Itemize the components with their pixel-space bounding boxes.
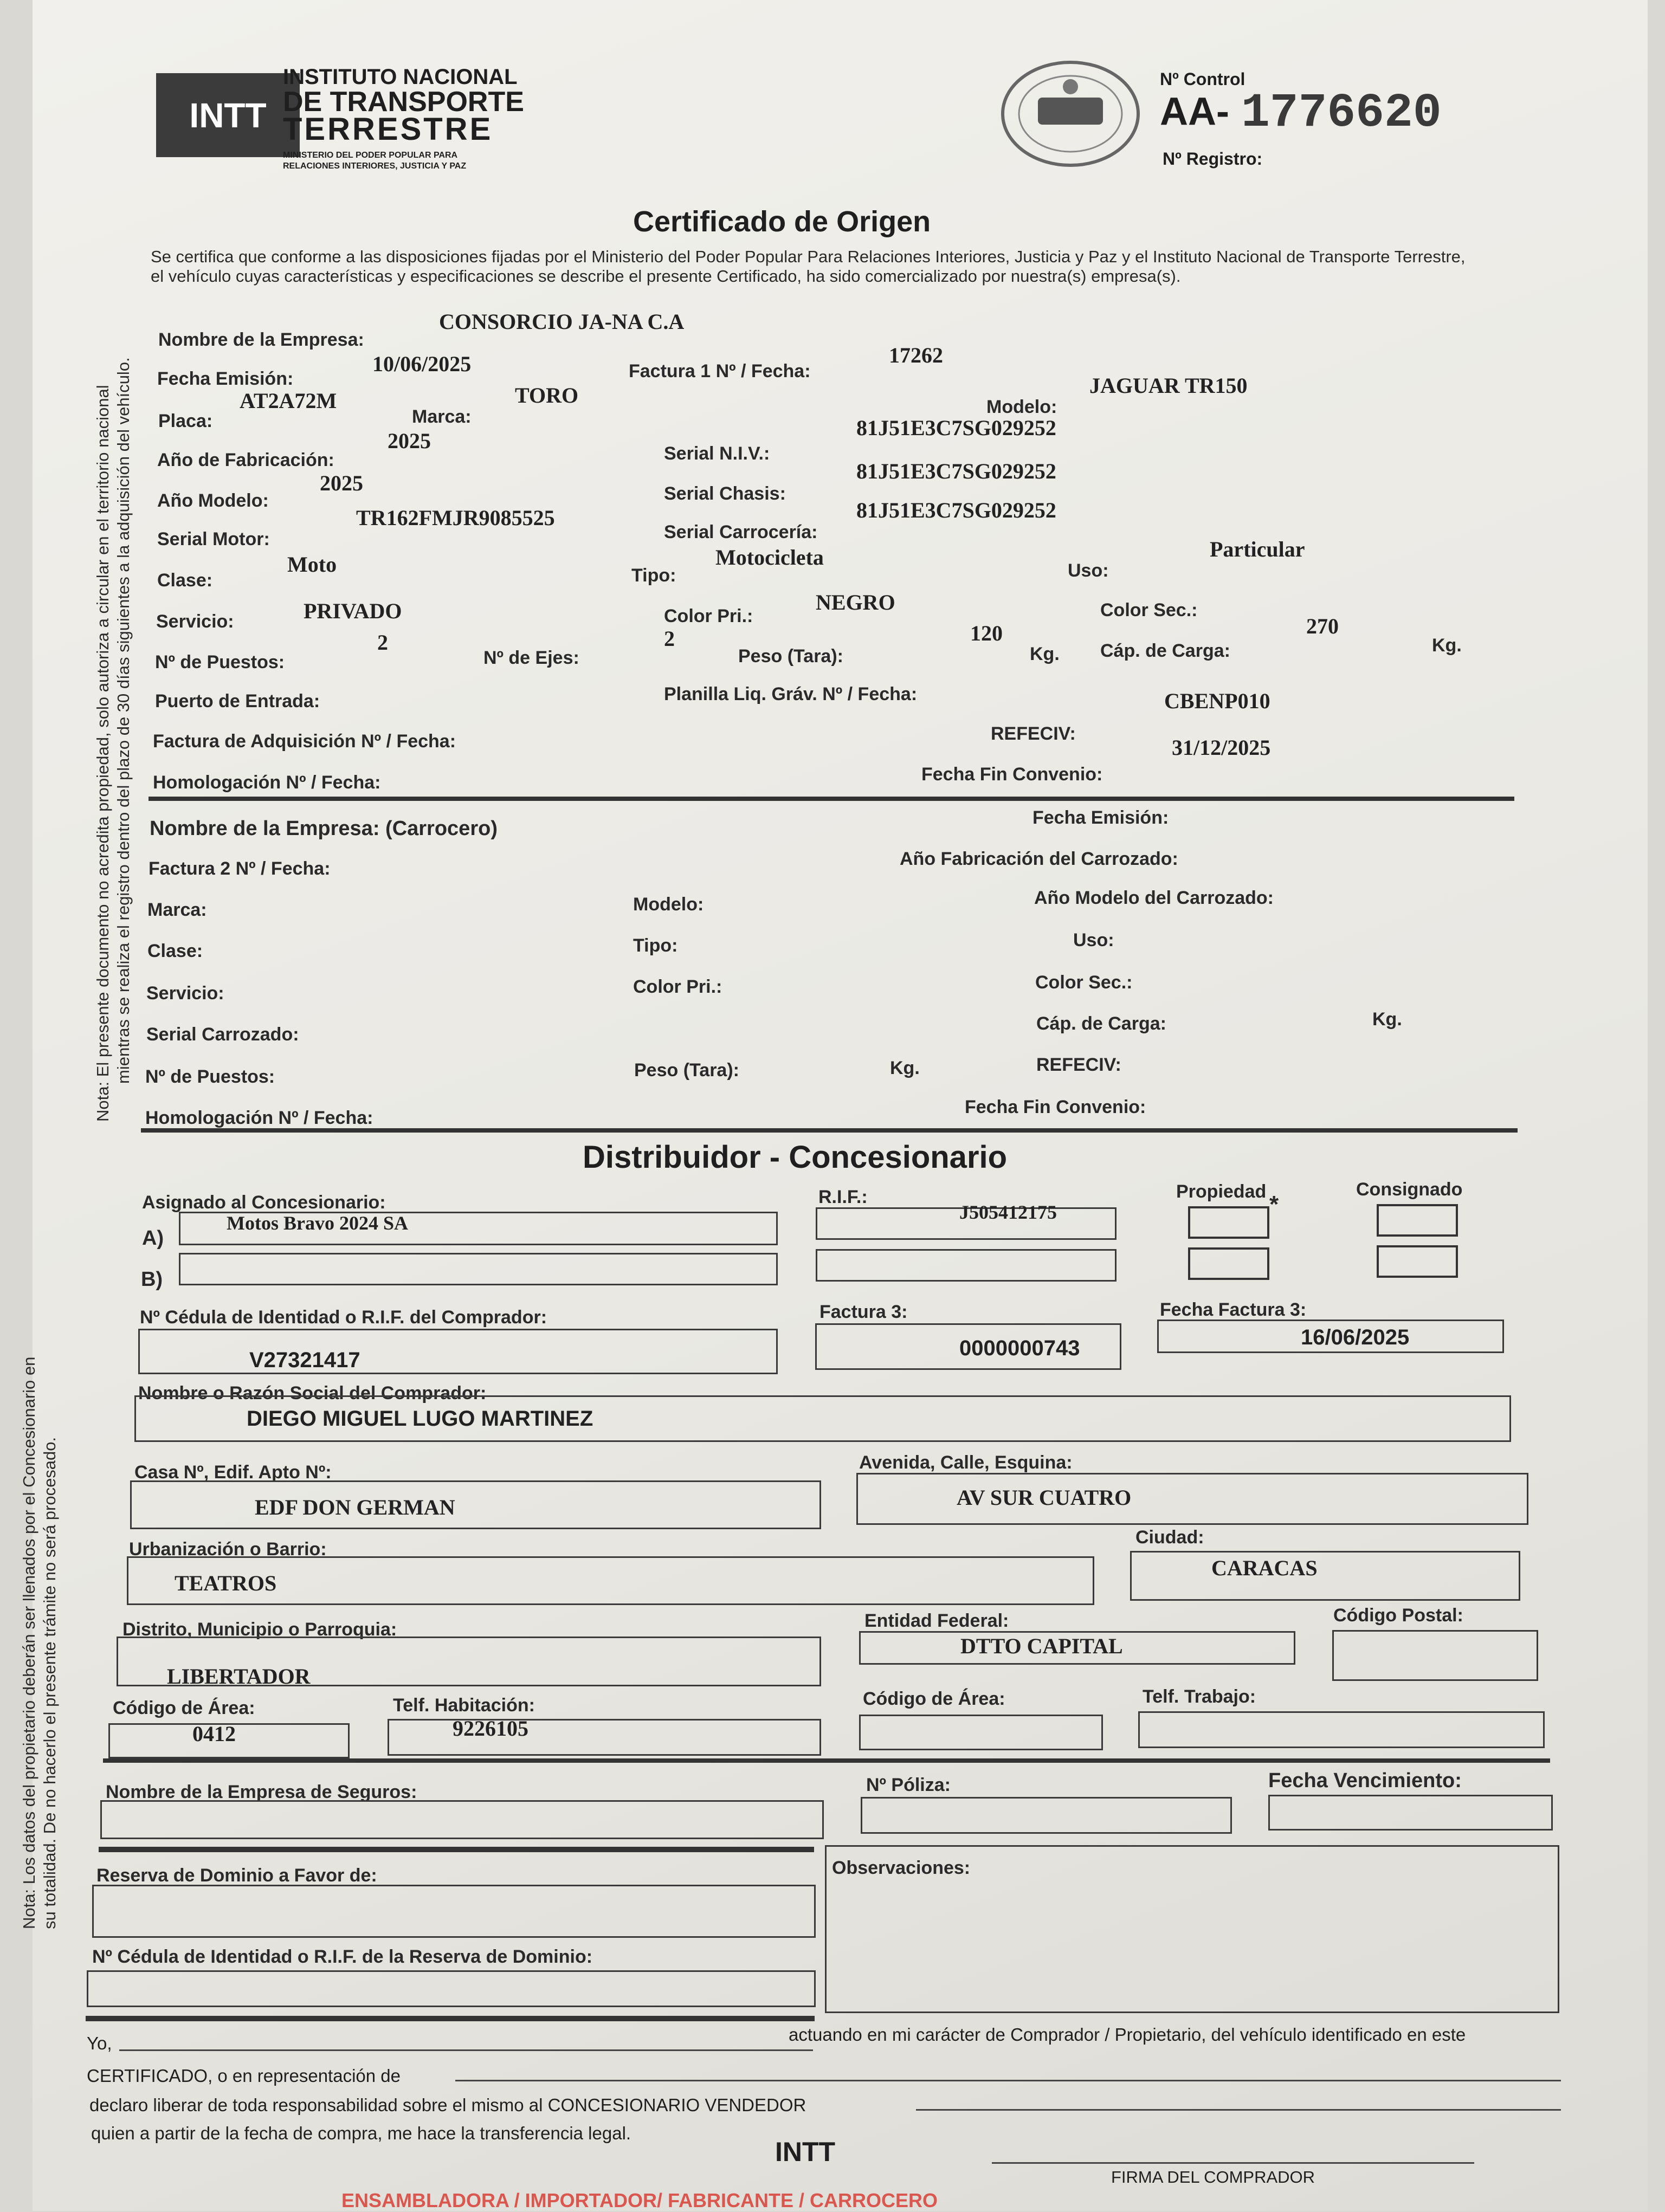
nombre-label: Nombre o Razón Social del Comprador: bbox=[138, 1383, 487, 1403]
modelo-label: Modelo: bbox=[986, 397, 1057, 417]
fecha-emision-label: Fecha Emisión: bbox=[157, 368, 294, 389]
decl-quien: quien a partir de la fecha de compra, me hace la transferencia legal. bbox=[91, 2123, 631, 2143]
poliza-label: Nº Póliza: bbox=[866, 1775, 951, 1795]
section-divider bbox=[149, 797, 1514, 801]
side-note-1a: Nota: El presente documento no acredita propiedad, solo autoriza a circular en el territorio nacional bbox=[93, 385, 112, 1122]
cap-carga-kg: Kg. bbox=[1432, 635, 1462, 656]
vencimiento-label: Fecha Vencimiento: bbox=[1268, 1769, 1462, 1792]
area-value: 0412 bbox=[192, 1722, 236, 1746]
entidad-label: Entidad Federal: bbox=[864, 1611, 1009, 1631]
decl-yo: Yo, bbox=[87, 2033, 112, 2053]
factura3-value: 0000000743 bbox=[959, 1336, 1080, 1360]
marca-label: Marca: bbox=[412, 406, 472, 427]
nombre-value: DIEGO MIGUEL LUGO MARTINEZ bbox=[247, 1407, 593, 1431]
carrocero-refeciv-label: REFECIV: bbox=[1036, 1055, 1121, 1075]
propiedad-asterisk: * bbox=[1269, 1191, 1279, 1218]
carrocero-uso-label: Uso: bbox=[1073, 930, 1114, 950]
ejes-value: 2 bbox=[664, 626, 675, 651]
puerto-label: Puerto de Entrada: bbox=[155, 691, 320, 712]
casa-field[interactable] bbox=[130, 1480, 821, 1529]
vencimiento-field[interactable] bbox=[1268, 1795, 1553, 1831]
decl-certificado: CERTIFICADO, o en representación de bbox=[87, 2066, 401, 2086]
decl-intt: INTT bbox=[775, 2137, 836, 2167]
placa-label: Placa: bbox=[158, 411, 213, 431]
fecha-fin-label: Fecha Fin Convenio: bbox=[921, 764, 1103, 785]
avenida-label: Avenida, Calle, Esquina: bbox=[859, 1452, 1073, 1473]
serial-chasis-label: Serial Chasis: bbox=[664, 483, 786, 504]
placa-value: AT2A72M bbox=[240, 389, 337, 413]
ciudad-field[interactable] bbox=[1130, 1551, 1520, 1601]
control-label: Nº Control bbox=[1160, 69, 1245, 89]
cedula-reserva-label: Nº Cédula de Identidad o R.I.F. de la Reserva de Dominio: bbox=[92, 1946, 593, 1967]
anio-fab-label: Año de Fabricación: bbox=[157, 450, 334, 470]
section-divider bbox=[103, 1758, 1550, 1763]
clase-value: Moto bbox=[287, 552, 337, 577]
cedula-field[interactable] bbox=[138, 1329, 778, 1374]
telf-hab-value: 9226105 bbox=[453, 1716, 528, 1741]
decl-actuando: actuando en mi carácter de Comprador / Propietario, del vehículo identificado en este bbox=[789, 2025, 1466, 2045]
carrocero-serial-label: Serial Carrozado: bbox=[146, 1024, 299, 1045]
serial-motor-value: TR162FMJR9085525 bbox=[356, 506, 555, 530]
empresa-label: Nombre de la Empresa: bbox=[158, 329, 364, 350]
entidad-value: DTTO CAPITAL bbox=[960, 1634, 1123, 1658]
servicio-label: Servicio: bbox=[156, 611, 234, 632]
registro-label: Nº Registro: bbox=[1163, 149, 1263, 169]
firma-line[interactable] bbox=[992, 2162, 1474, 2164]
urb-value: TEATROS bbox=[175, 1571, 277, 1595]
tipo-label: Tipo: bbox=[631, 565, 676, 586]
org-line1: INSTITUTO NACIONAL bbox=[283, 65, 518, 89]
carrocero-peso-kg: Kg. bbox=[890, 1058, 920, 1078]
anio-modelo-label: Año Modelo: bbox=[157, 490, 269, 511]
telf-trab-label: Telf. Trabajo: bbox=[1143, 1686, 1256, 1707]
carrocero-servicio-label: Servicio: bbox=[146, 983, 224, 1004]
propiedad-b-checkbox[interactable] bbox=[1188, 1247, 1269, 1280]
carrocero-anio-modelo-label: Año Modelo del Carrozado: bbox=[1034, 888, 1274, 908]
ministry-line2: RELACIONES INTERIORES, JUSTICIA Y PAZ bbox=[283, 161, 467, 171]
side-note-1b: mientras se realiza el registro dentro del plazo de 30 días siguientes a la adquisición del vehículo. bbox=[114, 357, 133, 1084]
ministry-line1: MINISTERIO DEL PODER POPULAR PARA bbox=[283, 151, 458, 160]
org-line3: TERRESTRE bbox=[283, 112, 493, 147]
distribuidor-title: Distribuidor - Concesionario bbox=[583, 1140, 1008, 1175]
uso-label: Uso: bbox=[1068, 560, 1109, 581]
refeciv-label: REFECIV: bbox=[991, 723, 1076, 744]
seguro-empresa-field[interactable] bbox=[100, 1800, 824, 1839]
servicio-value: PRIVADO bbox=[304, 599, 402, 623]
section-divider bbox=[141, 1128, 1518, 1133]
row-b-label: B) bbox=[141, 1268, 163, 1291]
anio-fab-value: 2025 bbox=[388, 429, 431, 453]
intro-paragraph: Se certifica que conforme a las disposiciones fijadas por el Ministerio del Poder Popular Para Relaciones Interiores, Justicia y Paz y el Instituto Nacional de Transporte Terrestre, el vehículo cuyas características y especificaciones se describe el presente Certificado, ha sido comercializado por nuestra(s) empresa(s). bbox=[151, 247, 1466, 286]
cedula-reserva-field[interactable] bbox=[87, 1970, 816, 2007]
color-pri-value: NEGRO bbox=[816, 590, 895, 615]
tipo-value: Motocicleta bbox=[715, 545, 824, 570]
carrocero-cap-kg: Kg. bbox=[1372, 1009, 1402, 1030]
page-title: Certificado de Origen bbox=[633, 205, 931, 238]
carrocero-peso-label: Peso (Tara): bbox=[634, 1060, 739, 1081]
consignado-b-checkbox[interactable] bbox=[1377, 1245, 1458, 1278]
puestos-value: 2 bbox=[377, 630, 388, 655]
reserva-field[interactable] bbox=[92, 1885, 816, 1938]
reserva-label: Reserva de Dominio a Favor de: bbox=[96, 1865, 377, 1886]
avenida-value: AV SUR CUATRO bbox=[957, 1485, 1132, 1510]
org-line2: DE TRANSPORTE bbox=[283, 86, 524, 118]
postal-label: Código Postal: bbox=[1333, 1605, 1463, 1626]
fecha-factura3-value: 16/06/2025 bbox=[1301, 1325, 1410, 1349]
side-note-2b: su totalidad. De no hacerlo el presente trámite no será procesado. bbox=[40, 1437, 59, 1929]
serial-niv-label: Serial N.I.V.: bbox=[664, 443, 770, 464]
carrocero-tipo-label: Tipo: bbox=[633, 935, 678, 956]
poliza-field[interactable] bbox=[861, 1797, 1232, 1834]
side-note-2a: Nota: Los datos del propietario deberán ser llenados por el Concesionario en bbox=[20, 1356, 38, 1929]
propiedad-a-checkbox[interactable] bbox=[1188, 1206, 1269, 1239]
carrocero-color-sec-label: Color Sec.: bbox=[1035, 972, 1133, 993]
casa-value: EDF DON GERMAN bbox=[255, 1495, 455, 1519]
rif-label: R.I.F.: bbox=[818, 1187, 868, 1207]
puestos-label: Nº de Puestos: bbox=[155, 652, 285, 672]
anio-modelo-value: 2025 bbox=[320, 471, 363, 495]
modelo-value: JAGUAR TR150 bbox=[1089, 373, 1248, 398]
decl-yo-line[interactable] bbox=[119, 2049, 813, 2051]
serial-motor-label: Serial Motor: bbox=[157, 529, 270, 549]
carrocero-homologacion-label: Homologación Nº / Fecha: bbox=[145, 1108, 373, 1128]
serial-chasis-value: 81J51E3C7SG029252 bbox=[856, 459, 1056, 483]
control-prefix: AA- bbox=[1160, 90, 1229, 133]
carrocero-cap-carga-label: Cáp. de Carga: bbox=[1036, 1013, 1166, 1034]
area-label: Código de Área: bbox=[113, 1698, 255, 1718]
seal-emblem-icon bbox=[997, 60, 1144, 168]
refeciv-value: CBENP010 bbox=[1164, 689, 1270, 713]
concesionario-b-field[interactable] bbox=[179, 1253, 778, 1285]
cedula-label: Nº Cédula de Identidad o R.I.F. del Comprador: bbox=[140, 1307, 547, 1328]
fecha-factura3-label: Fecha Factura 3: bbox=[1160, 1299, 1307, 1320]
distrito-value: LIBERTADOR bbox=[167, 1664, 311, 1689]
asignado-label: Asignado al Concesionario: bbox=[142, 1192, 386, 1213]
homologacion-label: Homologación Nº / Fecha: bbox=[153, 772, 381, 793]
carrocero-clase-label: Clase: bbox=[147, 941, 203, 961]
carrocero-factura2-label: Factura 2 Nº / Fecha: bbox=[149, 858, 331, 879]
peso-kg: Kg. bbox=[1030, 644, 1060, 664]
postal-field[interactable] bbox=[1332, 1630, 1538, 1681]
ciudad-value: CARACAS bbox=[1211, 1556, 1318, 1580]
serial-niv-value: 81J51E3C7SG029252 bbox=[856, 416, 1056, 440]
footer-red-text: ENSAMBLADORA / IMPORTADOR/ FABRICANTE / CARROCERO bbox=[341, 2189, 938, 2211]
carrocero-fecha-emision-label: Fecha Emisión: bbox=[1032, 807, 1169, 828]
peso-value: 120 bbox=[970, 621, 1003, 645]
ciudad-label: Ciudad: bbox=[1135, 1527, 1204, 1548]
carrocero-puestos-label: Nº de Puestos: bbox=[145, 1066, 275, 1087]
factura1-label: Factura 1 Nº / Fecha: bbox=[629, 361, 811, 381]
section-divider bbox=[99, 1847, 814, 1852]
telf-trab-field[interactable] bbox=[1138, 1711, 1545, 1748]
section-divider bbox=[86, 2016, 815, 2021]
carrocero-fecha-fin-label: Fecha Fin Convenio: bbox=[965, 1097, 1146, 1117]
factura3-label: Factura 3: bbox=[819, 1302, 908, 1322]
marca-value: TORO bbox=[515, 383, 579, 408]
empresa-value: CONSORCIO JA-NA C.A bbox=[439, 309, 685, 334]
peso-label: Peso (Tara): bbox=[738, 646, 843, 667]
area2-label: Código de Área: bbox=[863, 1689, 1005, 1709]
serial-carroceria-value: 81J51E3C7SG029252 bbox=[856, 498, 1056, 522]
concesionario-a-value: Motos Bravo 2024 SA bbox=[227, 1212, 408, 1234]
consignado-a-checkbox[interactable] bbox=[1377, 1204, 1458, 1237]
carrocero-modelo-label: Modelo: bbox=[633, 894, 704, 915]
color-sec-label: Color Sec.: bbox=[1100, 600, 1198, 620]
propiedad-label: Propiedad bbox=[1176, 1181, 1267, 1202]
carrocero-anio-fab-label: Año Fabricación del Carrozado: bbox=[900, 849, 1178, 869]
row-a-label: A) bbox=[142, 1227, 164, 1250]
cap-carga-label: Cáp. de Carga: bbox=[1100, 641, 1230, 661]
area2-field[interactable] bbox=[859, 1715, 1103, 1750]
cap-carga-value: 270 bbox=[1306, 614, 1339, 638]
telf-hab-label: Telf. Habitación: bbox=[393, 1695, 535, 1716]
decl-declaro-line[interactable] bbox=[916, 2109, 1561, 2111]
urb-label: Urbanización o Barrio: bbox=[129, 1539, 327, 1560]
seguro-empresa-label: Nombre de la Empresa de Seguros: bbox=[106, 1782, 417, 1802]
factura1-value: 17262 bbox=[889, 343, 943, 367]
color-pri-label: Color Pri.: bbox=[664, 606, 753, 626]
carrocero-marca-label: Marca: bbox=[147, 900, 207, 920]
carrocero-color-pri-label: Color Pri.: bbox=[633, 976, 722, 997]
rif-a-value: J505412175 bbox=[959, 1201, 1057, 1223]
carrocero-empresa-label: Nombre de la Empresa: (Carrocero) bbox=[150, 817, 498, 840]
firma-label: FIRMA DEL COMPRADOR bbox=[1111, 2168, 1315, 2187]
control-number: 1776620 bbox=[1241, 87, 1442, 140]
certificate-paper bbox=[20, 0, 1648, 2211]
fecha-fin-value: 31/12/2025 bbox=[1172, 735, 1271, 760]
casa-label: Casa Nº, Edif. Apto Nº: bbox=[134, 1462, 332, 1483]
cedula-value: V27321417 bbox=[249, 1348, 360, 1372]
rif-b-field[interactable] bbox=[816, 1249, 1117, 1282]
observaciones-label: Observaciones: bbox=[832, 1858, 971, 1878]
uso-value: Particular bbox=[1210, 537, 1305, 561]
planilla-label: Planilla Liq. Gráv. Nº / Fecha: bbox=[664, 684, 918, 704]
decl-declaro: declaro liberar de toda responsabilidad sobre el mismo al CONCESIONARIO VENDEDOR bbox=[89, 2095, 806, 2115]
factura-adq-label: Factura de Adquisición Nº / Fecha: bbox=[153, 731, 456, 752]
intt-logo: INTT bbox=[156, 73, 300, 157]
fecha-emision-value: 10/06/2025 bbox=[372, 352, 472, 376]
decl-representacion-line[interactable] bbox=[455, 2080, 1561, 2081]
clase-label: Clase: bbox=[157, 570, 213, 591]
distrito-label: Distrito, Municipio o Parroquia: bbox=[122, 1619, 397, 1640]
ejes-label: Nº de Ejes: bbox=[483, 648, 579, 668]
serial-carroceria-label: Serial Carrocería: bbox=[664, 522, 818, 542]
consignado-label: Consignado bbox=[1356, 1179, 1463, 1200]
